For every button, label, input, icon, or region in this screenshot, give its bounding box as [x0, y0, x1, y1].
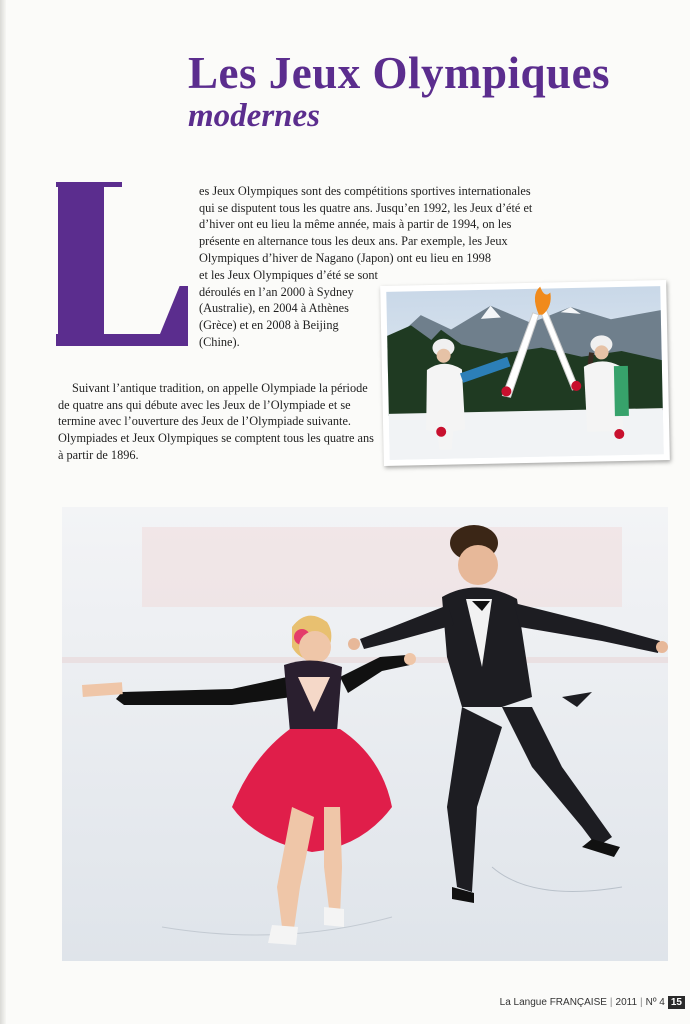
page-binding-edge: [0, 0, 6, 1024]
footer-issue: Nº 4: [645, 997, 665, 1008]
paragraph-olympiad: Suivant l’antique tradition, on appelle Olympiade la période de quatre ans qui débute avec les Jeux de l’Olympiade et se termine avec l’ouverture des Jeux de l’Olympiade suivante. Olympiades et Jeux Olympiques se comptent tous les quatre ans à partir de 1896.: [58, 381, 374, 462]
page-number: 15: [668, 996, 685, 1009]
footer-separator: |: [609, 997, 613, 1008]
ice-dance-photo: [62, 507, 668, 961]
article-title: Les Jeux Olympiques: [188, 48, 611, 98]
footer-year: 2011: [615, 997, 638, 1008]
torch-relay-photo: [380, 280, 670, 466]
paragraph-intro: es Jeux Olympiques sont des compétitions sportives internationales qui se disputent tous les quatre ans. Jusqu’en 1992, les Jeux d’été et d’hiver ont eu lieu la même année, mais à partir de 1994, on les présente en alternance tous les deux ans. Par exemple, les Jeux Olympiques d’hiver de Nagano (Japon) ont eu lieu en 1998: [199, 184, 533, 265]
magazine-name: La Langue FRANÇAISE: [499, 997, 607, 1008]
page-footer: [500, 996, 685, 1009]
article-subtitle: modernes: [188, 98, 320, 134]
paragraph-intro-continued: et les Jeux Olympiques d’été se sont déroulés en l’an 2000 à Sydney (Australie), en 2004 à Athènes (Grèce) et en 2008 à Beijing (Chine).: [199, 268, 378, 349]
footer-separator: |: [640, 997, 643, 1008]
drop-cap: [56, 182, 190, 346]
